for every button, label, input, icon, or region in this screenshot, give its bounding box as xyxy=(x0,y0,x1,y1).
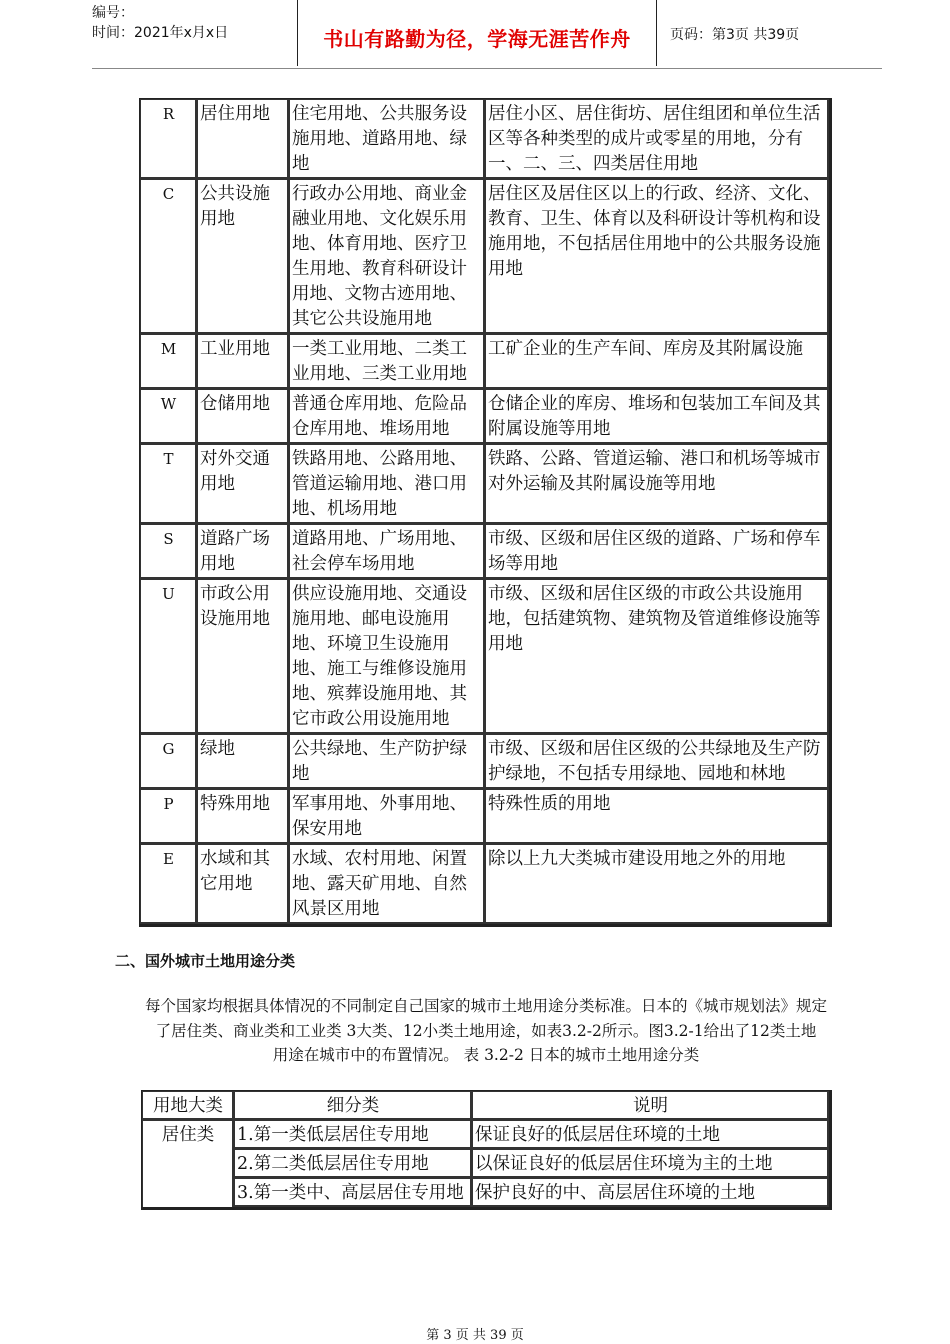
land-content: 军事用地、外事用地、保安用地 xyxy=(289,789,485,844)
land-scope: 除以上九大类城市建设用地之外的用地 xyxy=(485,844,829,924)
land-scope: 居住小区、居住街坊、居住组团和单位生活区等各种类型的成片或零星的用地，分有一、二、三、四类居住用地 xyxy=(485,99,829,179)
land-code: M xyxy=(140,334,197,389)
land-name: 工业用地 xyxy=(197,334,289,389)
document-number-label: 编号： xyxy=(92,5,134,21)
land-content: 水域、农村用地、闲置地、露天矿用地、自然风景区用地 xyxy=(289,844,485,924)
land-content: 行政办公用地、商业金融业用地、文化娱乐用地、体育用地、医疗卫生用地、教育科研设计用地、文物古迹用地、其它公共设施用地 xyxy=(289,179,485,334)
land-scope: 工矿企业的生产车间、库房及其附属设施 xyxy=(485,334,829,389)
major-category-continued xyxy=(142,1149,234,1178)
land-name: 居住用地 xyxy=(197,99,289,179)
table-row xyxy=(140,179,829,334)
land-code: C xyxy=(140,179,197,334)
table-row xyxy=(140,444,829,524)
column-header-sub: 细分类 xyxy=(234,1091,472,1120)
table-row xyxy=(140,789,829,844)
table-row xyxy=(140,844,829,924)
land-scope: 特殊性质的用地 xyxy=(485,789,829,844)
land-content: 普通仓库用地、危险品仓库用地、堆场用地 xyxy=(289,389,485,444)
paragraph-line: 用途在城市中的布置情况。 表 3.2-2 日本的城市土地用途分类 xyxy=(272,1046,700,1064)
document-time-label: 时间：2021年x月x日 xyxy=(92,25,229,41)
land-scope: 市级、区级和居住区级的公共绿地及生产防护绿地，不包括专用绿地、园地和林地 xyxy=(485,734,829,789)
land-use-table-body xyxy=(140,99,829,924)
land-scope: 市级、区级和居住区级的市政公共设施用地，包括建筑物、建筑物及管道维修设施等用地 xyxy=(485,579,829,734)
category-description: 保证良好的低层居住环境的土地 xyxy=(472,1120,829,1149)
land-name: 市政公用设施用地 xyxy=(197,579,289,734)
major-category-continued xyxy=(142,1178,234,1207)
table-row xyxy=(140,734,829,789)
land-code: T xyxy=(140,444,197,524)
major-category: 居住类 xyxy=(142,1120,234,1149)
land-scope: 铁路、公路、管道运输、港口和机场等城市对外运输及其附属设施等用地 xyxy=(485,444,829,524)
table-row xyxy=(142,1120,829,1149)
land-scope: 仓储企业的库房、堆场和包装加工车间及其附属设施等用地 xyxy=(485,389,829,444)
header-slogan: 书山有路勤为径，学海无涯苦作舟 xyxy=(323,27,631,51)
header-page-number: 页码：第3页 共39页 xyxy=(670,27,800,43)
land-content: 公共绿地、生产防护绿地 xyxy=(289,734,485,789)
table-row xyxy=(140,524,829,579)
land-code: R xyxy=(140,99,197,179)
land-scope: 市级、区级和居住区级的道路、广场和停车场等用地 xyxy=(485,524,829,579)
land-name: 仓储用地 xyxy=(197,389,289,444)
page-footer: 第 3 页 共 39 页 xyxy=(426,1328,524,1343)
category-description: 保护良好的中、高层居住环境的土地 xyxy=(472,1178,829,1207)
table-header-row xyxy=(142,1091,829,1120)
land-content: 供应设施用地、交通设施用地、邮电设施用地、环境卫生设施用地、施工与维修设施用地、殡葬设施用地、其它市政公用设施用地 xyxy=(289,579,485,734)
land-name: 道路广场用地 xyxy=(197,524,289,579)
header-meta xyxy=(92,3,302,43)
land-name: 对外交通用地 xyxy=(197,444,289,524)
japan-land-use-table xyxy=(141,1090,832,1210)
sub-category: 2.第二类低层居住专用地 xyxy=(234,1149,472,1178)
table-row xyxy=(140,99,829,179)
land-name: 特殊用地 xyxy=(197,789,289,844)
land-code: U xyxy=(140,579,197,734)
land-scope: 居住区及居住区以上的行政、经济、文化、教育、卫生、体育以及科研设计等机构和设施用地，不包括居住用地中的公共服务设施用地 xyxy=(485,179,829,334)
table-row xyxy=(140,579,829,734)
land-code: E xyxy=(140,844,197,924)
land-content: 一类工业用地、二类工业用地、三类工业用地 xyxy=(289,334,485,389)
land-code: W xyxy=(140,389,197,444)
paragraph-line: 每个国家均根据具体情况的不同制定自己国家的城市土地用途分类标准。日本的《城市规划法》规定 xyxy=(144,997,827,1015)
column-header-desc: 说明 xyxy=(472,1091,829,1120)
land-content: 住宅用地、公共服务设施用地、道路用地、绿地 xyxy=(289,99,485,179)
table-row xyxy=(142,1178,829,1207)
section-title: 二、国外城市土地用途分类 xyxy=(115,952,296,970)
section-paragraph xyxy=(110,994,862,1068)
paragraph-line: 了居住类、商业类和工业类 3大类、12小类土地用途，如表3.2-2所示。图3.2-1给出了12类土地 xyxy=(155,1021,817,1040)
land-name: 公共设施用地 xyxy=(197,179,289,334)
land-use-table xyxy=(139,98,832,927)
category-description: 以保证良好的低层居住环境为主的土地 xyxy=(472,1149,829,1178)
land-name: 水域和其它用地 xyxy=(197,844,289,924)
sub-category: 3.第一类中、高层居住专用地 xyxy=(234,1178,472,1207)
land-code: P xyxy=(140,789,197,844)
table-row xyxy=(140,334,829,389)
page-header xyxy=(92,0,882,68)
land-code: S xyxy=(140,524,197,579)
land-content: 铁路用地、公路用地、管道运输用地、港口用地、机场用地 xyxy=(289,444,485,524)
sub-category: 1.第一类低层居住专用地 xyxy=(234,1120,472,1149)
column-header-major: 用地大类 xyxy=(142,1091,234,1120)
table-row xyxy=(140,389,829,444)
table-row xyxy=(142,1149,829,1178)
land-name: 绿地 xyxy=(197,734,289,789)
header-divider xyxy=(92,68,882,69)
land-code: G xyxy=(140,734,197,789)
header-slogan-box xyxy=(297,0,657,66)
land-content: 道路用地、广场用地、社会停车场用地 xyxy=(289,524,485,579)
